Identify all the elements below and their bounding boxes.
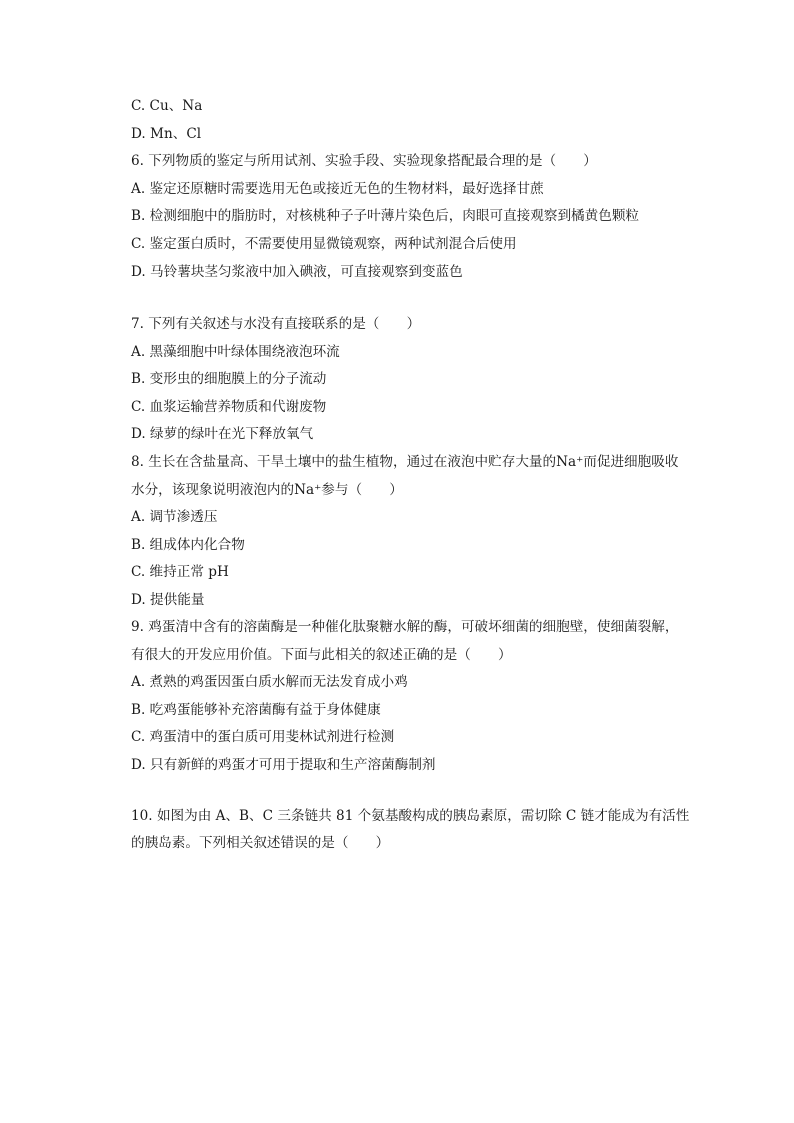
- option-c-q6: C. 鉴定蛋白质时，不需要使用显微镜观察，两种试剂混合后使用: [131, 236, 517, 252]
- option-b-q9: B. 吃鸡蛋能够补充溶菌酶有益于身体健康: [131, 702, 381, 718]
- option-c-q7: C. 血浆运输营养物质和代谢废物: [131, 399, 327, 415]
- option-c-q8: C. 维持正常 pH: [131, 564, 229, 580]
- option-a-q7: A. 黑藻细胞中叶绿体围绕液泡环流: [131, 344, 340, 360]
- option-d-q5: D. Mn、Cl: [131, 126, 202, 142]
- option-b-q7: B. 变形虫的细胞膜上的分子流动: [131, 371, 327, 387]
- question-6-stem: 6. 下列物质的鉴定与所用试剂、实验手段、实验现象搭配最合理的是（ ）: [131, 153, 597, 169]
- question-10-stem-line-1: 10. 如图为由 A、B、C 三条链共 81 个氨基酸构成的胰岛素原，需切除 C 链才能成为有活性: [131, 808, 690, 824]
- option-a-q9: A. 煮熟的鸡蛋因蛋白质水解而无法发育成小鸡: [131, 674, 408, 690]
- option-d-q6: D. 马铃薯块茎匀浆液中加入碘液，可直接观察到变蓝色: [131, 264, 463, 280]
- option-c-q5: C. Cu、Na: [131, 98, 203, 114]
- question-8-stem-line-1: 8. 生长在含盐量高、干旱土壤中的盐生植物，通过在液泡中贮存大量的Na⁺而促进细胞吸收: [131, 454, 679, 470]
- option-d-q8: D. 提供能量: [131, 592, 205, 608]
- option-a-q6: A. 鉴定还原糖时需要选用无色或接近无色的生物材料，最好选择甘蔗: [131, 181, 544, 197]
- question-8-stem-line-2: 水分，该现象说明液泡内的Na⁺参与（ ）: [131, 482, 403, 498]
- option-a-q8: A. 调节渗透压: [131, 509, 218, 525]
- option-d-q9: D. 只有新鲜的鸡蛋才可用于提取和生产溶菌酶制剂: [131, 757, 436, 773]
- question-9-stem-line-1: 9. 鸡蛋清中含有的溶菌酶是一种催化肽聚糖水解的酶，可破坏细菌的细胞壁，使细菌裂解，: [131, 619, 679, 635]
- question-10-stem-line-2: 的胰岛素。下列相关叙述错误的是（ ）: [131, 835, 390, 851]
- option-c-q9: C. 鸡蛋清中的蛋白质可用斐林试剂进行检测: [131, 729, 395, 745]
- question-7-stem: 7. 下列有关叙述与水没有直接联系的是（ ）: [131, 316, 421, 332]
- option-b-q8: B. 组成体内化合物: [131, 537, 245, 553]
- option-b-q6: B. 检测细胞中的脂肪时，对核桃种子子叶薄片染色后，肉眼可直接观察到橘黄色颗粒: [131, 208, 640, 224]
- option-d-q7: D. 绿萝的绿叶在光下释放氧气: [131, 426, 314, 442]
- question-9-stem-line-2: 有很大的开发应用价值。下面与此相关的叙述正确的是（ ）: [131, 647, 512, 663]
